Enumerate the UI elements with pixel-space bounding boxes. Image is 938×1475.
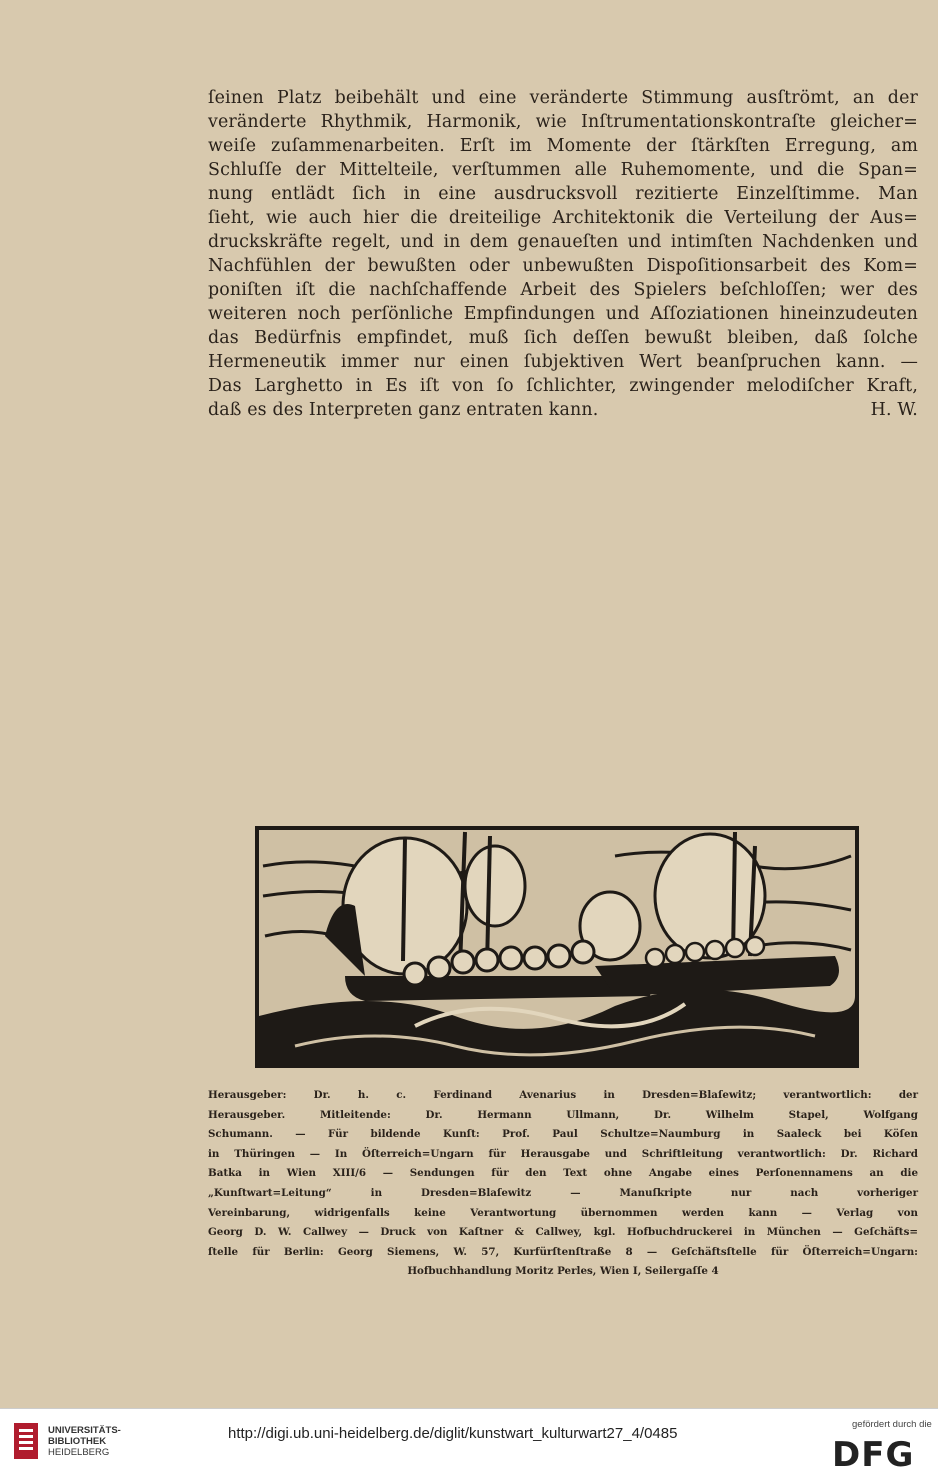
imprint-line: Herausgeber: Dr. h. c. Ferdinand Avenarius in Dresden=Blaſewitz; verantwortlich: der bbox=[208, 1089, 918, 1101]
text-line: das Bedürfnis empfindet, muß ſich deſſen bewußt bleiben, daß ſolche bbox=[208, 328, 918, 348]
imprint-line: „Kunſtwart=Leitung“ in Dresden=Blaſewitz — Manuſkripte nur nach vorheriger bbox=[208, 1186, 918, 1199]
text-line: Das Larghetto in Es iſt von ſo ſchlichter, zwingender melodiſcher Kraft, bbox=[208, 376, 918, 396]
imprint-line: ſtelle für Berlin: Georg Siemens, W. 57, Kurfürſtenſtraße 8 — Geſchäftsſtelle für Öſterreich=Ungarn: bbox=[208, 1245, 918, 1258]
imprint-line: in Thüringen — In Öſterreich=Ungarn für Herausgabe und Schriftleitung verantwortlich: Dr. Richard bbox=[208, 1147, 918, 1160]
text-line: ſieht, wie auch hier die dreiteilige Architektonik die Verteilung der Aus= bbox=[208, 208, 918, 228]
text-line: ſeinen Platz beibehält und eine veränderte Stimmung ausſtrömt, an der bbox=[208, 88, 918, 108]
university-library-logo-icon bbox=[14, 1423, 38, 1459]
text-line: Hermeneutik immer nur einen ſubjektiven Wert beanſpruchen kann. — bbox=[208, 352, 918, 372]
text-line: druckskräfte regelt, und in dem genaueſten und intimſten Nachdenken und bbox=[208, 232, 918, 252]
viking-ships-woodcut-icon bbox=[255, 826, 859, 1068]
funding-note: gefördert durch die bbox=[852, 1419, 932, 1430]
text-line: weiſe zuſammenarbeiten. Erſt im Momente der ſtärkſten Erregung, am bbox=[208, 136, 918, 156]
text-line: weiteren noch perſönliche Empfindungen und Aſſoziationen hineinzudeuten bbox=[208, 304, 918, 324]
imprint-line: Herausgeber. Mitleitende: Dr. Hermann Ullmann, Dr. Wilhelm Stapel, Wolfgang bbox=[208, 1108, 918, 1121]
text-line: poniſten iſt die nachſchaffende Arbeit des Spielers beſchloſſen; wer des bbox=[208, 280, 918, 300]
text-line-last bbox=[208, 398, 918, 422]
library-name: UNIVERSITÄTS- BIBLIOTHEK HEIDELBERG bbox=[48, 1425, 121, 1458]
author-signature: H. W. bbox=[870, 400, 918, 420]
imprint-line: Vereinbarung, widrigenfalls keine Verantwortung übernommen werden kann — Verlag von bbox=[208, 1206, 918, 1219]
text-line: nung entlädt ſich in eine ausdrucksvoll rezitierte Einzelſtimme. Man bbox=[208, 184, 918, 204]
text-line: veränderte Rhythmik, Harmonik, wie Inſtrumentationskontraſte gleicher= bbox=[208, 112, 918, 132]
page-url-link[interactable]: http://digi.ub.uni-heidelberg.de/diglit/kunstwart_kulturwart27_4/0485 bbox=[228, 1425, 678, 1442]
imprint-line: Georg D. W. Callwey — Druck von Kaſtner & Callwey, kgl. Hofbuchdruckerei in München — Geſchäfts= bbox=[208, 1226, 918, 1239]
article-text bbox=[208, 86, 918, 422]
imprint bbox=[208, 1086, 918, 1282]
text-line: Schluſſe der Mittelteile, verſtummen alle Ruhemomente, und die Span= bbox=[208, 160, 918, 180]
imprint-line: Schumann. — Für bildende Kunſt: Prof. Paul Schultze=Naumburg in Saaleck bei Köſen bbox=[208, 1128, 918, 1141]
text-line: Nachfühlen der bewußten oder unbewußten Dispoſitionsarbeit des Kom= bbox=[208, 256, 918, 276]
last-line-text: daß es des Interpreten ganz entraten kann. bbox=[208, 400, 599, 420]
imprint-line: Batka in Wien XIII/6 — Sendungen für den Text ohne Angabe eines Perſonennamens an die bbox=[208, 1167, 918, 1180]
imprint-line-last: Hofbuchhandlung Moritz Perles, Wien I, Seilergaſſe 4 bbox=[407, 1265, 719, 1278]
digitization-footer bbox=[0, 1408, 938, 1475]
dfg-logo: DFG bbox=[832, 1435, 915, 1475]
